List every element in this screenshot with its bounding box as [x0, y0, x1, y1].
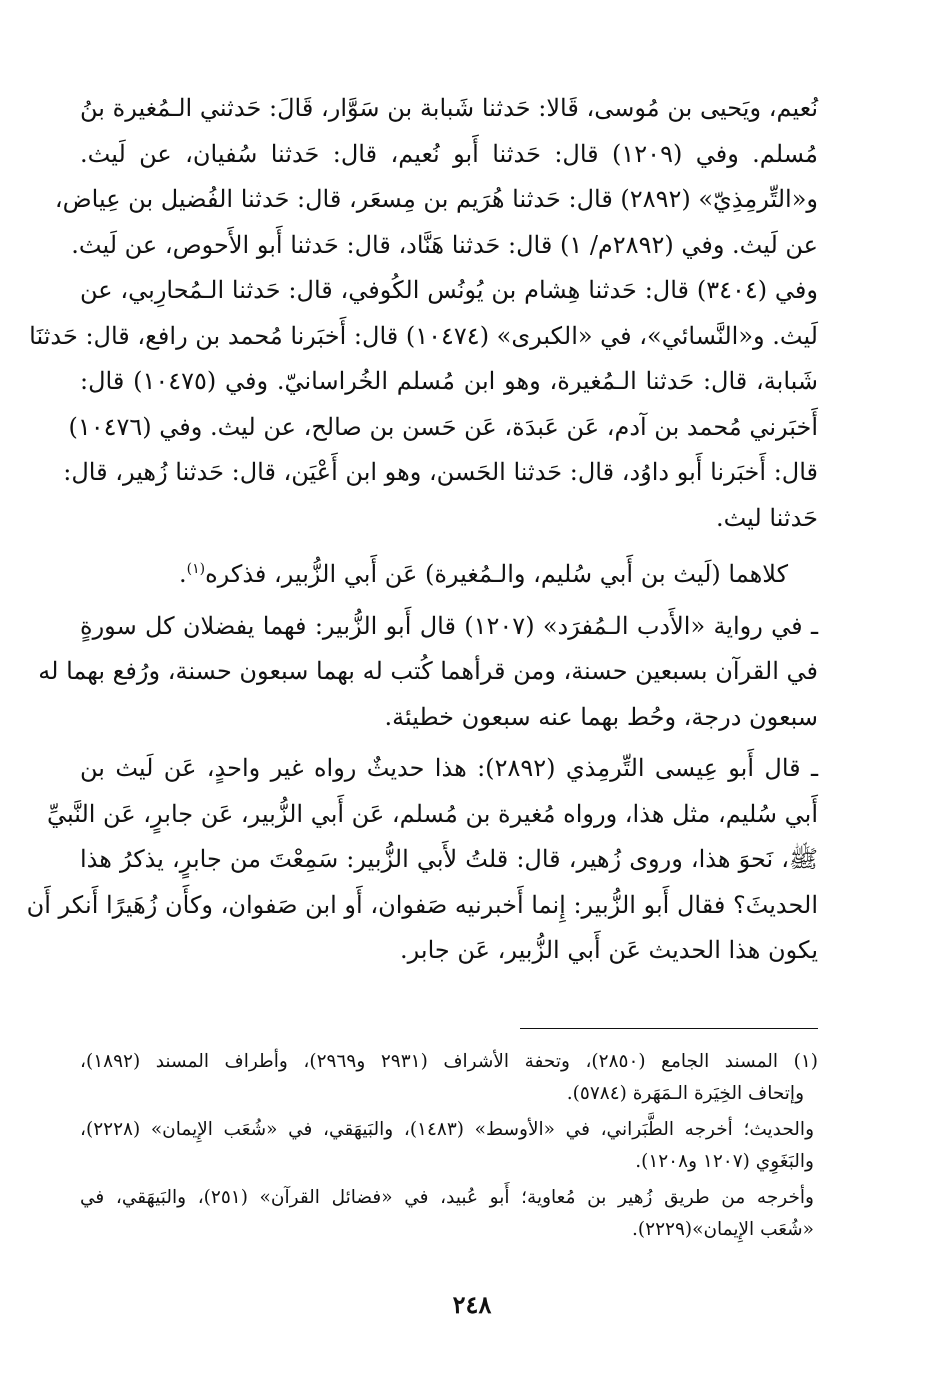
footnote-line: «شُعَب الإِيمان»(٢٢٢٩). — [632, 1219, 814, 1240]
tirmidhi-line: الحديثَ؟ فقال أَبو الزُّبير: إِنما أَخبرنيه صَفوان، أَو ابن صَفوان، وكأَن زُهَيرًا أَنكر أَن — [26, 890, 818, 919]
footnote-divider — [520, 1028, 818, 1029]
both-narrators-line: كلاهما (لَيث بن أَبي سُليم، والـمُغيرة) عَن أَبي الزُّبير، فذكره$^{(١)}$. — [178, 560, 788, 588]
tirmidhi-line: أَبي سُليم، مثل هذا، ورواه مُغيرة بن مُسلم، عَن أَبي الزُّبير، عَن جابرٍ، عَن النَّبيِّ — [46, 799, 818, 828]
page-number: ٢٤٨ — [452, 1290, 492, 1319]
body-line: حَدثنا ليث. — [715, 503, 818, 532]
footnotes — [80, 1046, 818, 1246]
adab-line: سبعون درجة، وحُط بهما عنه سبعون خطيئة. — [384, 702, 818, 731]
main-text — [26, 86, 819, 974]
body-line: نُعيم، ويَحيى بن مُوسى، قَالا: حَدثنا شَبابة بن سَوَّار، قَالَ: حَدثني الـمُغيرة بنُ — [80, 94, 818, 122]
body-line: و«التِّرمِذِيّ» (٢٨٩٢) قال: حَدثنا هُرَيم بن مِسعَر، قال: حَدثنا الفُضيل بن عِياض، — [54, 185, 818, 213]
footnote-line: وإتحاف الخِيَرة الـمَهَرة (٥٧٨٤). — [566, 1083, 804, 1104]
adab-line: ـ في رواية «الأَدب الـمُفرَد» (١٢٠٧) قال أَبو الزُّبير: فهما يفضلان كل سورةٍ — [80, 611, 819, 640]
body-line: مُسلم. وفي (١٢٠٩) قال: حَدثنا أَبو نُعيم، قال: حَدثنا سُفيان، عن لَيث. — [80, 139, 818, 168]
footnote-ref: (١) — [186, 561, 206, 577]
tirmidhi-line: يكون هذا الحديث عَن أَبي الزُّبير، عَن جابر. — [400, 936, 818, 964]
both-narrators-text: كلاهما (لَيث بن أَبي سُليم، والـمُغيرة) عَن أَبي الزُّبير، فذكره — [205, 560, 788, 588]
footnote-line: والبَغَوِي (١٢٠٧ و١٢٠٨). — [635, 1151, 814, 1172]
body-line: لَيث. و«النَّسائي»، في «الكبرى» (١٠٤٧٤) قال: أَخبَرنا مُحمد بن رافع، قال: حَدثنَا — [29, 321, 818, 350]
tirmidhi-line: ﷺ، نَحوَ هذا، وروى زُهير، قال: قلتُ لأَبي الزُّبير: سَمِعْتَ من جابرٍ، يذكرُ هذا — [80, 845, 818, 873]
adab-line: في القرآن بسبعين حسنة، ومن قرأهما كُتب له بهما سبعون حسنة، ورُفع بهما له — [38, 657, 818, 685]
body-line: وفي (٣٤٠٤) قال: حَدثنا هِشام بن يُونُس الكُوفي، قال: حَدثنا الـمُحارِبي، عن — [80, 276, 818, 304]
footnote-line: وأخرجه من طريق زُهير بن مُعاوية؛ أَبو عُبيد، في «فضائل القرآن» (٢٥١)، والبَيهَقي، في — [80, 1187, 814, 1208]
footnote-line: (١) المسند الجامع (٢٨٥٠)، وتحفة الأشراف (٢٩٣١ و٢٩٦٩)، وأطراف المسند (١٨٩٢)، — [80, 1051, 818, 1072]
footnote-line: والحديث؛ أخرجه الطَّبَراني، في «الأوسط» (١٤٨٣)، والبَيهَقي، في «شُعَب الإِيمان» (٢٢٢٨)، — [80, 1119, 814, 1140]
tirmidhi-line: ـ قال أَبو عِيسى التِّرمِذي (٢٨٩٢): هذا حديثٌ رواه غير واحدٍ، عَن لَيث بن — [80, 754, 819, 782]
body-line: عن لَيث. وفي (٢٨٩٢م/ ١) قال: حَدثنا هَنَّاد، قال: حَدثنا أَبو الأَحوص، عن لَيث. — [71, 230, 818, 259]
body-line: شَبابة، قال: حَدثنا الـمُغيرة، وهو ابن مُسلم الخُراسانيّ. وفي (١٠٤٧٥) قال: — [80, 367, 818, 395]
body-line: أَخبَرني مُحمد بن آدم، عَن عَبدَة، عَن حَسن بن صالح، عن ليث. وفي (١٠٤٧٦) — [68, 412, 818, 441]
body-line: قال: أَخبَرنا أَبو داوُد، قال: حَدثنا الحَسن، وهو ابن أَعْيَن، قال: حَدثنا زُهير، قال: — [63, 458, 818, 486]
